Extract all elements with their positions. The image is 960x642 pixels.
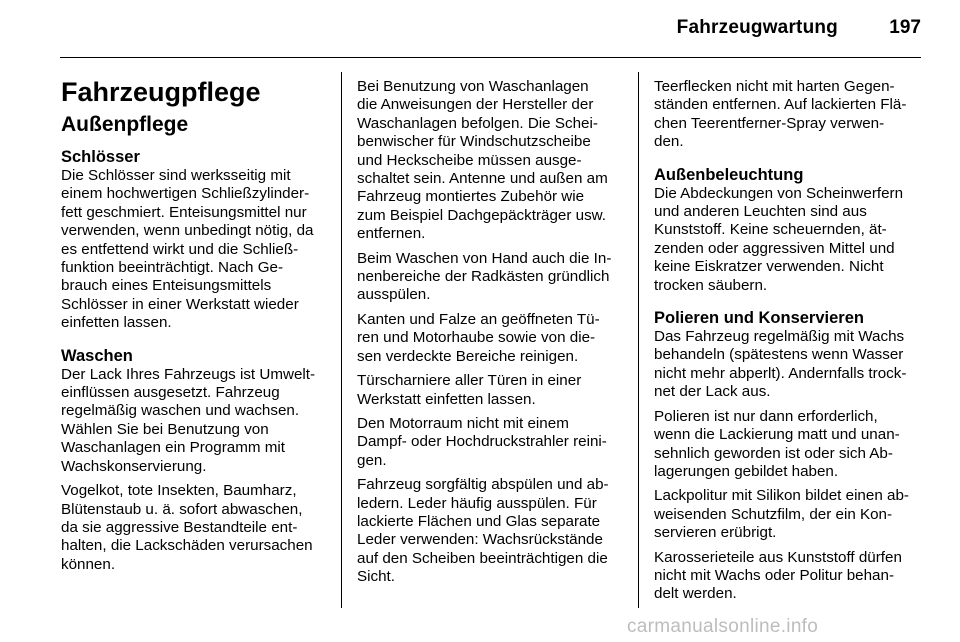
text-line: Der Lack Ihres Fahrzeugs ist Umwelt- [61,365,316,383]
text-line: Karosserieteile aus Kunststoff dürfen [654,548,902,566]
text-line: Dampf- oder Hochdruckstrahler reini- [357,433,607,451]
text-line: gen. [357,451,387,469]
text-line: ledern. Leder häufig ausspülen. Für [357,494,597,512]
text-line: einem hochwertigen Schließzylinder- [61,185,310,203]
text-line: wenn die Lackierung matt und unan- [654,426,900,444]
text-line: Teerflecken nicht mit harten Gegen- [654,78,895,95]
text-line: behandeln (spätestens wenn Wasser [654,346,904,364]
text-line: Werkstatt einfetten lassen. [357,390,536,408]
paragraph [357,415,622,470]
text-line: Beim Waschen von Hand auch die In- [357,249,612,267]
text-line: lagerungen gebildet haben. [654,462,839,480]
text-line: Das Fahrzeug regelmäßig mit Wachs [654,328,905,346]
text-line: Blütenstaub u. ä. sofort abwaschen, [61,500,303,518]
text-line: Polieren und Konservieren [654,309,864,328]
text-line: ausspülen. [357,286,431,304]
header-rule [60,57,921,58]
text-line: zenden oder aggressiven Mittel und [654,239,895,257]
text-line: können. [61,555,116,573]
text-line: entfernen. [357,225,426,243]
text-line: weisenden Schutzfilm, der ein Kon- [654,505,893,523]
text-line: Den Motorraum nicht mit einem [357,414,569,432]
column-divider [341,72,342,608]
text-line: delt werden. [654,585,737,603]
paragraph [357,311,622,366]
topic-heading [61,347,336,366]
text-line: Kanten und Falze an geöffneten Tü- [357,310,600,328]
column-divider [638,72,639,608]
paragraph [654,487,922,542]
text-column-3 [654,78,922,610]
text-line: Türscharniere aller Türen in einer [357,372,582,390]
text-line: Wählen Sie bei Benutzung von [61,420,269,438]
text-line: nicht mit Wachs oder Politur behan- [654,566,895,584]
paragraph [357,372,622,409]
text-line: Sicht. [357,568,395,586]
text-line: trocken säubern. [654,276,768,294]
page-number: 197 [889,17,921,38]
text-line: Bei Benutzung von Waschanlagen [357,78,589,95]
text-line: und Heckscheibe müssen ausge- [357,151,582,169]
text-line: Außenpflege [61,113,189,136]
text-line: sehnlich geworden ist oder sich Ab- [654,444,893,462]
text-line: halten, die Lackschäden verursachen [61,537,313,555]
paragraph [654,78,922,152]
text-line: sen verdeckte Bereiche reinigen. [357,347,579,365]
text-line: nenbereiche der Radkästen gründlich [357,268,610,286]
paragraph [357,476,622,586]
text-line: es entfettend wirkt und die Schließ- [61,240,299,258]
paragraph [61,366,336,476]
paragraph [61,167,336,333]
text-line: zum Beispiel Dachgepäckträger usw. [357,206,607,224]
text-line: Die Abdeckungen von Scheinwerfern [654,184,904,202]
text-line: net der Lack aus. [654,383,771,401]
text-line: Waschen [61,346,133,365]
text-line: Schlösser in einer Werkstatt wieder [61,295,299,313]
text-line: Kunststoff. Keine scheuernden, ät- [654,221,887,239]
topic-heading [654,166,922,185]
text-line: benwischer für Windschutzscheibe [357,133,591,151]
text-line: Waschanlagen befolgen. Die Schei- [357,114,598,132]
text-line: Vogelkot, tote Insekten, Baumharz, [61,482,297,500]
text-line: keine Eiskratzer verwenden. Nicht [654,258,884,276]
text-line: Schlösser [61,148,140,166]
text-line: Waschanlagen ein Programm mit [61,439,285,457]
text-line: da sie aggressive Bestandteile ent- [61,518,298,536]
subsection-title [61,112,336,138]
paragraph [654,549,922,604]
text-line: auf den Scheiben beeinträchtigen die [357,549,608,567]
topic-heading [654,309,922,328]
paragraph [654,328,922,402]
text-line: fett geschmiert. Enteisungsmittel nur [61,203,307,221]
text-line: Lackpolitur mit Silikon bildet einen ab- [654,487,909,505]
text-line: einfetten lassen. [61,314,172,332]
text-line: die Anweisungen der Hersteller der [357,96,594,114]
text-line: Polieren ist nur dann erforderlich, [654,407,878,425]
text-line: Wachskonservierung. [61,457,207,475]
paragraph [357,250,622,305]
paragraph [654,185,922,295]
text-line: Fahrzeug montiertes Zubehör wie [357,188,585,206]
text-line: Die Schlösser sind werksseitig mit [61,167,291,184]
text-line: ständen entfernen. Auf lackierten Flä- [654,96,907,114]
watermark-text: carmanualsonline.info [627,616,819,637]
text-line: chen Teerentferner-Spray verwen- [654,114,885,132]
text-line: den. [654,133,684,151]
header-title: Fahrzeugwartung [676,17,838,38]
text-line: Leder verwenden: Wachsrückstände [357,531,603,549]
text-line: funktion beeinträchtigt. Nach Ge- [61,259,284,277]
text-line: Fahrzeugpflege [61,77,261,107]
text-line: lackierte Flächen und Glas separate [357,512,601,530]
text-line: einflüssen ausgesetzt. Fahrzeug [61,384,280,402]
section-title [61,76,336,108]
text-column-2 [357,78,622,593]
paragraph [357,78,622,244]
text-line: verwenden, wenn unbedingt nötig, da [61,222,314,240]
topic-heading [61,148,336,167]
text-line: nicht mehr abperlt). Andernfalls trock- [654,364,907,382]
text-line: brauch eines Enteisungsmittels [61,277,272,295]
paragraph [654,408,922,482]
text-line: Außenbeleuchtung [654,165,804,184]
text-line: regelmäßig waschen und wachsen. [61,402,300,420]
text-line: servieren erübrigt. [654,524,777,542]
text-line: ren und Motorhaube sowie von die- [357,329,596,347]
text-line: Fahrzeug sorgfältig abspülen und ab- [357,476,609,494]
text-column-1 [61,76,336,580]
paragraph [61,482,336,574]
text-line: schaltet sein. Antenne und außen am [357,170,608,188]
text-line: und anderen Leuchten sind aus [654,203,867,221]
